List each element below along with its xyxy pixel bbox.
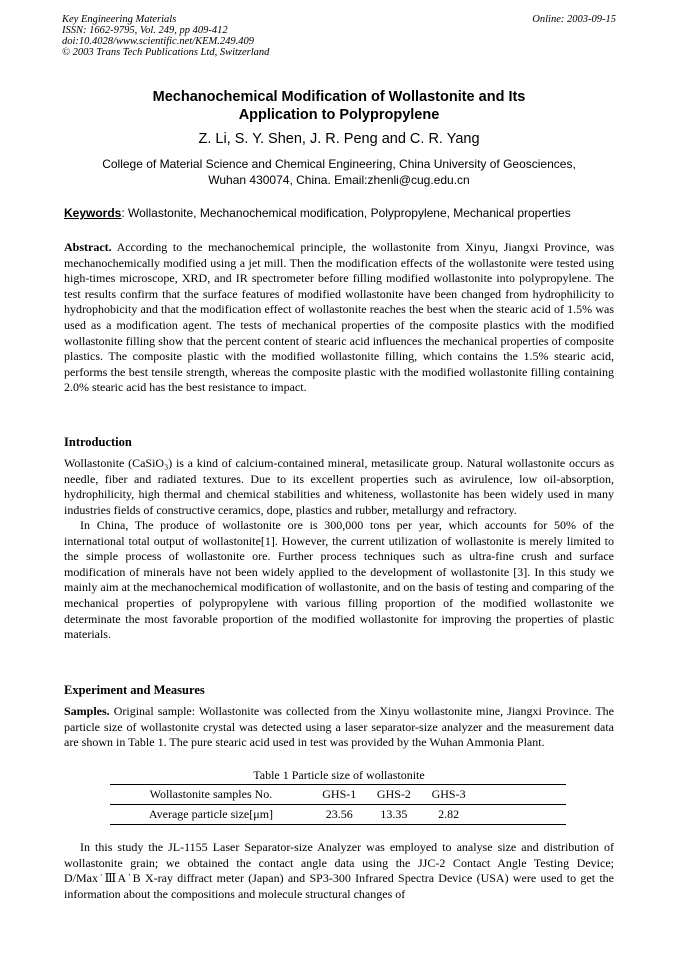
table-cell: 23.56 xyxy=(312,805,367,825)
introduction-paragraph-2: In China, The produce of wollastonite ore is 300,000 tons per year, which accounts for 50% of the international total output of wollastonite[1]. However, the current utilization of wollastonite is merely limited to the simple process of wollastonite ore. Further process techniques such as ultra-fine crush and surface modification of minerals have not been widely applied to the development of wollastonite [3]. In this study we mainly aim at the mechanochemical modification of wollastonite, and on the basis of testing and comparing of the mechanical properties of polypropylene with various filling proportion of the modified wollastonite we determinate the most favorable proportion of the modified wollastonite for improving the properties of plastic materials. xyxy=(64,518,614,642)
samples-text: Original sample: Wollastonite was collected from the Xinyu wollastonite mine, Jiangxi Province. The particle size of wollastonite crystal was detected using a laser separator-size analyzer and the measurement data are shown in Table 1. The pure stearic acid used in test was provided by the Wuhan Ammonia Plant. xyxy=(64,704,614,750)
page-header xyxy=(62,14,616,58)
issn-line: ISSN: 1662-9795, Vol. 249, pp 409-412 xyxy=(62,25,228,36)
introduction-paragraph-1: Wollastonite (CaSiO₃) is a kind of calcium-contained mineral, metasilicate group. Natural wollastonite occurs as needle, fiber and radiated textures. Due to its excellent properties such as avirulence, low oil-absorption, hydrophilicity, high thermal and chemical stabilities and whiteness, wollastonite has been widely used in many industries fields of constructive ceramics, dope, plastics and rubber, metallurgy and refractory. xyxy=(64,456,614,517)
title-line-1: Mechanochemical Modification of Wollastonite and Its xyxy=(152,89,526,105)
affiliation-line-1: College of Material Science and Chemical Engineering, China University of Geosciences, xyxy=(102,157,576,171)
keywords-label: Keywords xyxy=(64,206,122,220)
introduction-heading: Introduction xyxy=(64,435,132,449)
table-row xyxy=(110,785,566,805)
table-cell: GHS-2 xyxy=(367,785,422,805)
keywords xyxy=(64,206,616,221)
keywords-text: : Wollastonite, Mechanochemical modification, Polypropylene, Mechanical properties xyxy=(121,206,571,220)
abstract xyxy=(64,240,614,396)
abstract-label: Abstract. xyxy=(64,240,112,254)
copyright-line: © 2003 Trans Tech Publications Ltd, Switzerland xyxy=(62,47,270,58)
table-row-label: Wollastonite samples No. xyxy=(110,785,312,805)
methods-paragraph: In this study the JL-1155 Laser Separator-size Analyzer was employed to analyse size and distribution of wollastonite grain; we obtained the contact angle data using the JJC-2 Contact Angle Testing Device; D/Max˙ⅢA˙B X-ray diffract meter (Japan) and SP3-300 Infrared Spectra Device (USA) were used to get the information about the compositions and molecule structural changes of xyxy=(64,840,614,901)
table-cell: GHS-1 xyxy=(312,785,367,805)
table-row-label: Average particle size[μm] xyxy=(110,805,312,825)
journal-name: Key Engineering Materials xyxy=(62,14,177,25)
abstract-text: According to the mechanochemical principle, the wollastonite from Xinyu, Jiangxi Province, was mechanochemically modified using a jet mill. Then the modification effects of the wollastonite were tested using high-times microscope, XRD, and IR spectrometer before filling modified wollastonite into polypropylene. The test results confirm that the surface features of modified wollastonite have been changed from hydrophilicity to hydrophobicity and that the modification effect of wollastonite reaches the best when the stearic acid of 1.5% was used as a modification agent. The tests of mechanical properties of the composite plastics with the modified wollastonite filling show that the percent content of stearic acid influences the mechanical properties of composite plastics. The composite plastic with the modified wollastonite filling, which contains the 1.5% stearic acid, performs the best tensile strength, whereas the composite plastic with the modified wollastonite filling containing 2.0% stearic acid has the best resistance to impact. xyxy=(64,240,614,395)
samples-label: Samples. xyxy=(64,704,110,718)
experiment-heading: Experiment and Measures xyxy=(64,683,205,697)
affiliation-line-2: Wuhan 430074, China. Email:zhenli@cug.edu.cn xyxy=(208,173,470,187)
particle-size-table xyxy=(110,784,566,825)
table-cell: GHS-3 xyxy=(421,785,476,805)
doi-line: doi:10.4028/www.scientific.net/KEM.249.409 xyxy=(62,36,254,47)
paper-title xyxy=(62,88,616,124)
online-date: Online: 2003-09-15 xyxy=(532,14,616,25)
samples-paragraph xyxy=(64,704,614,751)
table-cell: 2.82 xyxy=(421,805,476,825)
table-cell: 13.35 xyxy=(367,805,422,825)
table-cell-empty xyxy=(476,805,566,825)
authors: Z. Li, S. Y. Shen, J. R. Peng and C. R. Yang xyxy=(198,131,480,147)
table-row xyxy=(110,805,566,825)
table-cell-empty xyxy=(476,785,566,805)
table-1-caption: Table 1 Particle size of wollastonite xyxy=(253,768,425,782)
title-line-2: Application to Polypropylene xyxy=(238,107,440,123)
affiliation xyxy=(62,156,616,188)
